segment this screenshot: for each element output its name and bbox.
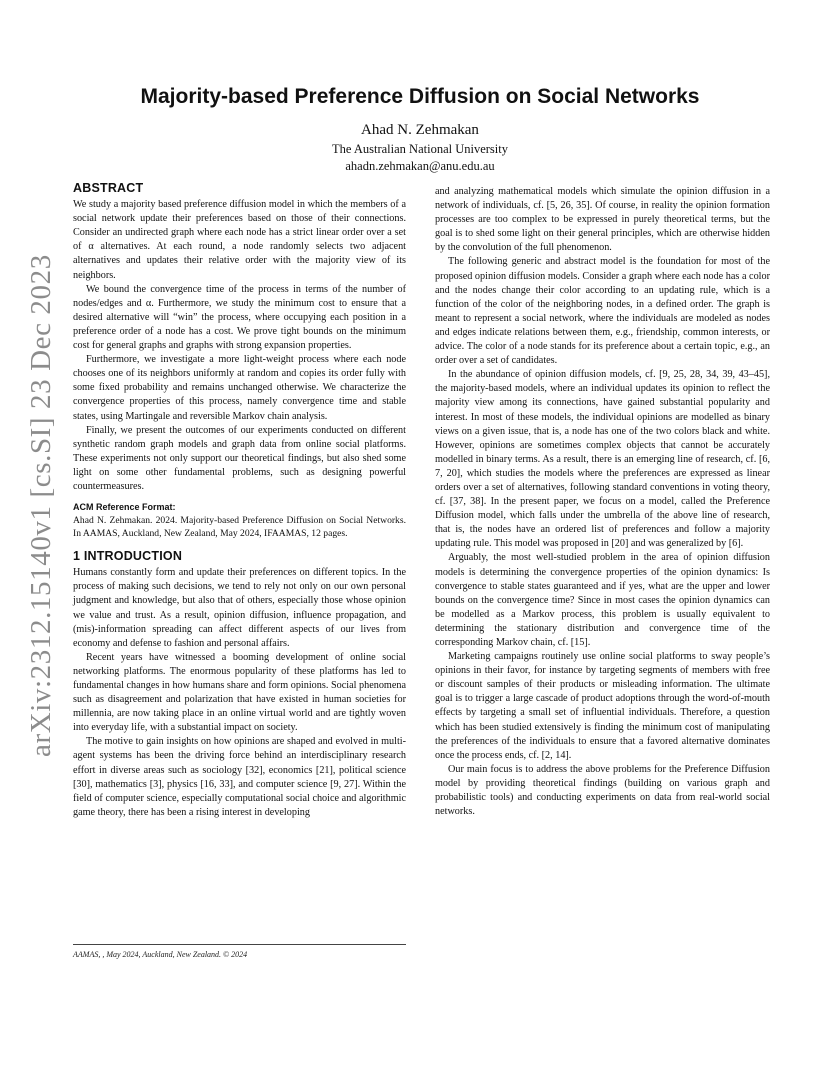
abstract-heading: ABSTRACT (73, 181, 144, 195)
intro-paragraph: and analyzing mathematical models which simulate the opinion diffusion in a network of individuals, cf. [5, 26, 35]. Of course, in reality the opinion formation processes are too complex to be expressed in purely theoretical terms, but the goal is to shed some light on their general principles, which are otherwise hidden by the convolution of the full phenomenon. (435, 186, 770, 254)
author-email: ahadn.zehmakan@anu.edu.au (345, 159, 495, 173)
intro-paragraph: Marketing campaigns routinely use online social platforms to sway people’s opinions in their favor, for instance by targeting segments of members with free or discount samples of their products or misleading information. The ultimate goal is to trigger a large cascade of product adoptions through the word-of-mouth effects by targeting a small set of influential individuals. Therefore, a question which has been studied extensively is finding the minimum cost of manipulating the preferences of the individuals to ensure that a favored alternative dominates once the process ends, cf. [2, 14]. (435, 651, 770, 761)
footnote-venue: AAMAS, , May 2024, Auckland, New Zealand. © 2024 (73, 950, 248, 959)
acm-reference-text: Ahad N. Zehmakan. 2024. Majority-based Preference Diffusion on Social Networks. In AAMAS, Auckland, New Zealand, May 2024, IFAAMAS, 12 pages. (73, 515, 406, 540)
intro-paragraph: Our main focus is to address the above problems for the Preference Diffusion model by providing theoretical findings (building on various graph and probabilistic tools) and conducting experiments on data from real-world social networks. (435, 763, 770, 818)
author-affiliation: The Australian National University (331, 142, 508, 156)
right-column (435, 185, 770, 819)
paper-title: Majority-based Preference Diffusion on Social Networks (140, 85, 700, 108)
abstract-paragraph: Furthermore, we investigate a more light-weight process where each node chooses one of its neighbors uniformly at random and copies its order fully with some fixed probability and remains unchanged otherwise. We characterize the convergence properties of this process, namely convergence time and stable states, using Martingale and reversible Markov chain analysis. (73, 354, 406, 422)
abstract-paragraph: We bound the convergence time of the process in terms of the number of nodes/edges and α. Furthermore, we study the minimum cost to ensure that a desired alternative will “win” the process, where occupying each position in a preference order of a node has a cost. We prove tight bounds on the minimum cost for general graphs and graphs with strong expansion properties. (73, 283, 406, 352)
acm-reference-heading: ACM Reference Format: (73, 502, 176, 513)
intro-paragraph: In the abundance of opinion diffusion models, cf. [9, 25, 28, 34, 39, 43–45], the majority-based models, where an individual updates its opinion to reflect the majority view among its connections, have gained substantial popularity and interest. In most of these models, the individual opinions are modelled as binary views on a given issue, that is, a node has one of the two colors black and white. However, opinions are sometimes complex objects that cannot be accurately modelled in binary terms. As a result, there is an emerging line of research, cf. [6, 7, 20], which studies the models where the preferences are expressed as linear orders over a set of alternatives, following standard conventions in voting theory, cf. [37, 38]. In the present paper, we focus on a model, called the Preference Diffusion model, which falls under the umbrella of the above line of research, that is, the nodes have an ordered list of preferences and follow a majority updating rule. This model was proposed in [20] and was generalized by [6]. (435, 369, 770, 550)
intro-paragraph: Recent years have witnessed a booming development of online social networking platforms. The enormous popularity of these platforms has led to fundamental changes in how humans share and form opinions. Social phenomena such as disagreement and polarization that have existed in human societies for millennia, are now taking place in an online virtual world and are tightly woven into everyday life, with a substantial impact on society. (73, 651, 406, 734)
introduction-heading: 1 INTRODUCTION (73, 549, 183, 564)
author-name: Ahad N. Zehmakan (361, 122, 479, 138)
arxiv-identifier: arXiv:2312.15140v1 [cs.SI] 23 Dec 2023 (25, 254, 57, 757)
footnote-rule (73, 944, 406, 945)
abstract-paragraph: We study a majority based preference diffusion model in which the members of a social network update their preferences based on those of their connections. Consider an undirected graph where each node has a strict linear order over a set of α alternatives. At each round, a node randomly selects two adjacent alternatives and updates their relative order with the majority view of its neighbors. (73, 199, 406, 281)
intro-paragraph: Arguably, the most well-studied problem in the area of opinion diffusion models is determining the convergence properties of the opinion dynamics: Is convergence to stable states guaranteed and if yes, what are the upper and lower bounds on the convergence time? Since in most cases the opinion dynamics can be modelled as a Markov process, this problem is usually equivalent to determining the stationary distribution and convergence time of the corresponding Markov chain, cf. [15]. (435, 552, 770, 648)
intro-paragraph: Humans constantly form and update their preferences on different topics. In the process of making such decisions, we tend to rely not only on our own personal judgment and knowledge, but also that of others, especially those whose opinion we value and trust. As a result, opinion diffusion, influence propagation, and (mis)-information spreading can affect different aspects of our lives from economy and defense to fashion and personal affairs. (73, 567, 406, 649)
left-column (73, 181, 406, 820)
abstract-paragraph: Finally, we present the outcomes of our experiments conducted on different synthetic random graph models and graph data from online social platforms. These experiments not only support our theoretical findings, but also shed some light on some other fundamental problems, such as designing powerful countermeasures. (73, 424, 406, 492)
intro-paragraph: The motive to gain insights on how opinions are shaped and evolved in multi-agent systems has been the driving force behind an interdisciplinary research effort in diverse areas such as sociology [32], economics [21], political science [30], mathematics [3], physics [16, 33], and computer science [9, 27]. Within the field of computer science, especially computational social choice and algorithmic game theory, there has been a rising interest in developing (73, 736, 406, 818)
intro-paragraph: The following generic and abstract model is the foundation for most of the proposed opinion diffusion models. Consider a graph where each node has a color and the nodes change their color according to an updating rule, which is a function of the color of the neighboring nodes, in a defined order. The graph is meant to represent a social network, where the individuals are modeled as nodes and edges indicate relations between them, e.g., friendship, common interests, or advice. The color of a node stands for its preference about a certain topic, e.g., an order over a set of candidates. (435, 256, 770, 367)
